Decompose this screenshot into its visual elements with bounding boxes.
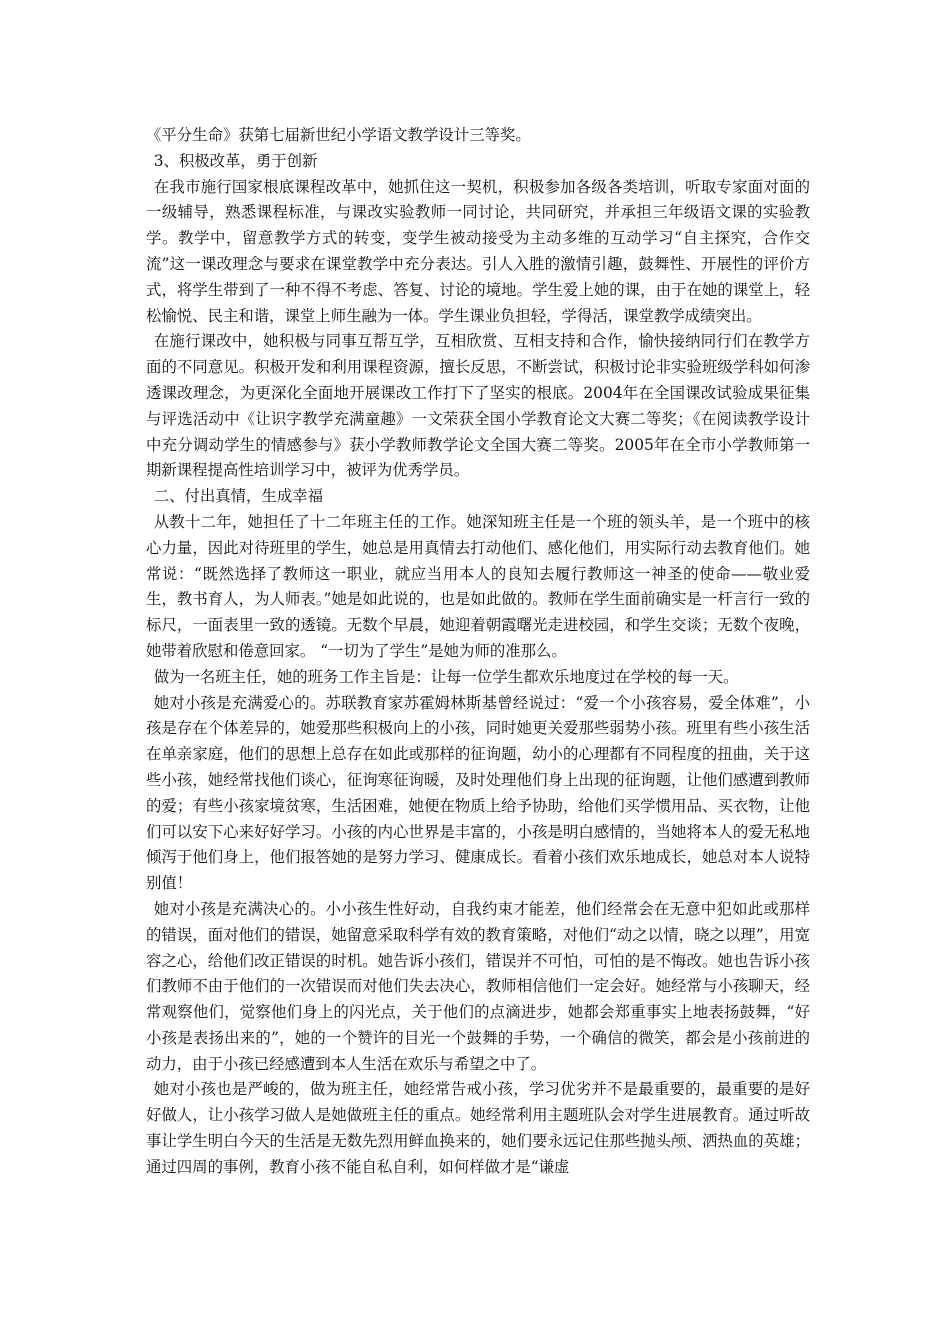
paragraph-curriculum-reform: 在我市施行国家根底课程改革中，她抓住这一契机，积极参加各级各类培训，听取专家面对面的一级辅导，熟悉课程标准，与课改实验教师一同讨论，共同研究，并承担三年级语文课的实验教学。教学中，留意教学方式的转变，变学生被动接受为主动多维的互动学习“自主探究，合作交流”这一课改理念与要求在课堂教学中充分表达。引人入胜的激情引趣，鼓舞性、开展性的评价方式，将学生带到了一种不得不考虑、答复、讨论的境地。学生爱上她的课，由于在她的课堂上，轻松愉悦、民主和谐，课堂上师生融为一体。学生课业负担轻，学得活，课堂教学成绩突出。 [146,177,810,325]
section-heading-reform: 3、积极改革，勇于创新 [153,151,318,170]
paragraph-award: 《平分生命》获第七届新世纪小学语文教学设计三等奖。 [146,126,531,144]
paragraph-head-teacher: 从教十二年，她担任了十二年班主任的工作。她深知班主任是一个班的领头羊，是一个班中的核心力量，因此对待班里的学生，她总是用真情去打动他们、感化他们，用实际行动去教育他们。她常说：“既然选择了教师这一职业，就应当用本人的良知去履行教师这一神圣的使命——敬业爱生，教书育人，为人师表。”她是如此说的，也是如此做的。教师在学生面前确实是一杆言行一致的标尺，一面表里一致的透镜。无数个早晨，她迎着朝霞曙光走进校园，和学生交谈；无数个夜晚，她带着欣慰和倦意回家。 “一切为了学生”是她为师的准那么。 [146,512,810,660]
document-body [146,123,810,1181]
paragraph-confidence: 她对小孩是充满决心的。小小孩生性好动，自我约束才能差，他们经常会在无意中犯如此或那样的错误，面对他们的错误，她留意采取科学有效的教育策略，对他们“动之以情，晓之以理”，用宽容之心，给他们改正错误的时机。她告诉小孩们，错误并不可怕，可怕的是不悔改。她也告诉小孩们教师不由于他们的一次错误而对他们失去决心，教师相信他们一定会好。她经常与小孩聊天，经常观察他们，觉察他们身上的闪光点，关于他们的点滴进步，她都会郑重事实上地表扬鼓舞，“好小孩是表扬出来的”，她的一个赞许的目光一个鼓舞的手势，一个确信的微笑，都会是小孩前进的动力，由于小孩已经感遭到本人生活在欢乐与希望之中了。 [146,899,810,1073]
paragraph-class-principle: 做为一名班主任，她的班务工作主旨是：让每一位学生都欢乐地度过在学校的每一天。 [153,667,739,686]
paragraph-love: 她对小孩是充满爱心的。苏联教育家苏霍姆林斯基曾经说过：“爱一个小孩容易，爱全体难”，小孩是存在个体差异的，她爱那些积极向上的小孩，同时她更关爱那些弱势小孩。班里有些小孩生活在单亲家庭，他们的思想上总存在如此或那样的征询题，幼小的心理都有不同程度的扭曲，关于这些小孩，她经常找他们谈心，征询寒征询暖，及时处理他们身上出现的征询题，让他们感遭到教师的爱；有些小孩家境贫寒，生活困难，她便在物质上给予协助，给他们买学惯用品、买衣物，让他们可以安下心来好好学习。小孩的内心世界是丰富的，小孩是明白感情的，当她将本人的爱无私地倾泻于他们身上，他们报答她的是努力学习、健康成长。看着小孩们欢乐地成长，她总对本人说特别值！ [146,693,810,893]
paragraph-strictness: 她对小孩也是严峻的，做为班主任，她经常告戒小孩，学习优劣并不是最重要的，最重要的是好好做人，让小孩学习做人是她做班主任的重点。她经常利用主题班队会对学生进展教育。通过听故事让学生明白今天的生活是无数先烈用鲜血换来的，她们要永远记住那些抛头颅、洒热血的英雄；通过四周的事例，教育小孩不能自私自利，如何样做才是“谦虚 [146,1080,810,1176]
section-heading-sincerity: 二、付出真情，生成幸福 [153,487,323,506]
paragraph-colleague-cooperation: 在施行课改中，她积极与同事互帮互学，互相欣赏、互相支持和合作，愉快接纳同行们在教学方面的不同意见。积极开发和利用课程资源，擅长反思，不断尝试，积极讨论非实验班级学科如何渗透课改理念，为更深化全面地开展课改工作打下了坚实的根底。2004年在全国课改试验成果征集与评选活动中《让识字教学充满童趣》一文荣获全国小学教育论文大赛二等奖；《在阅读教学设计中充分调动学生的情感参与》获小学教师教学论文全国大赛二等奖。2005年在全市小学教师第一期新课程提高性培训学习中，被评为优秀学员。 [146,332,810,480]
